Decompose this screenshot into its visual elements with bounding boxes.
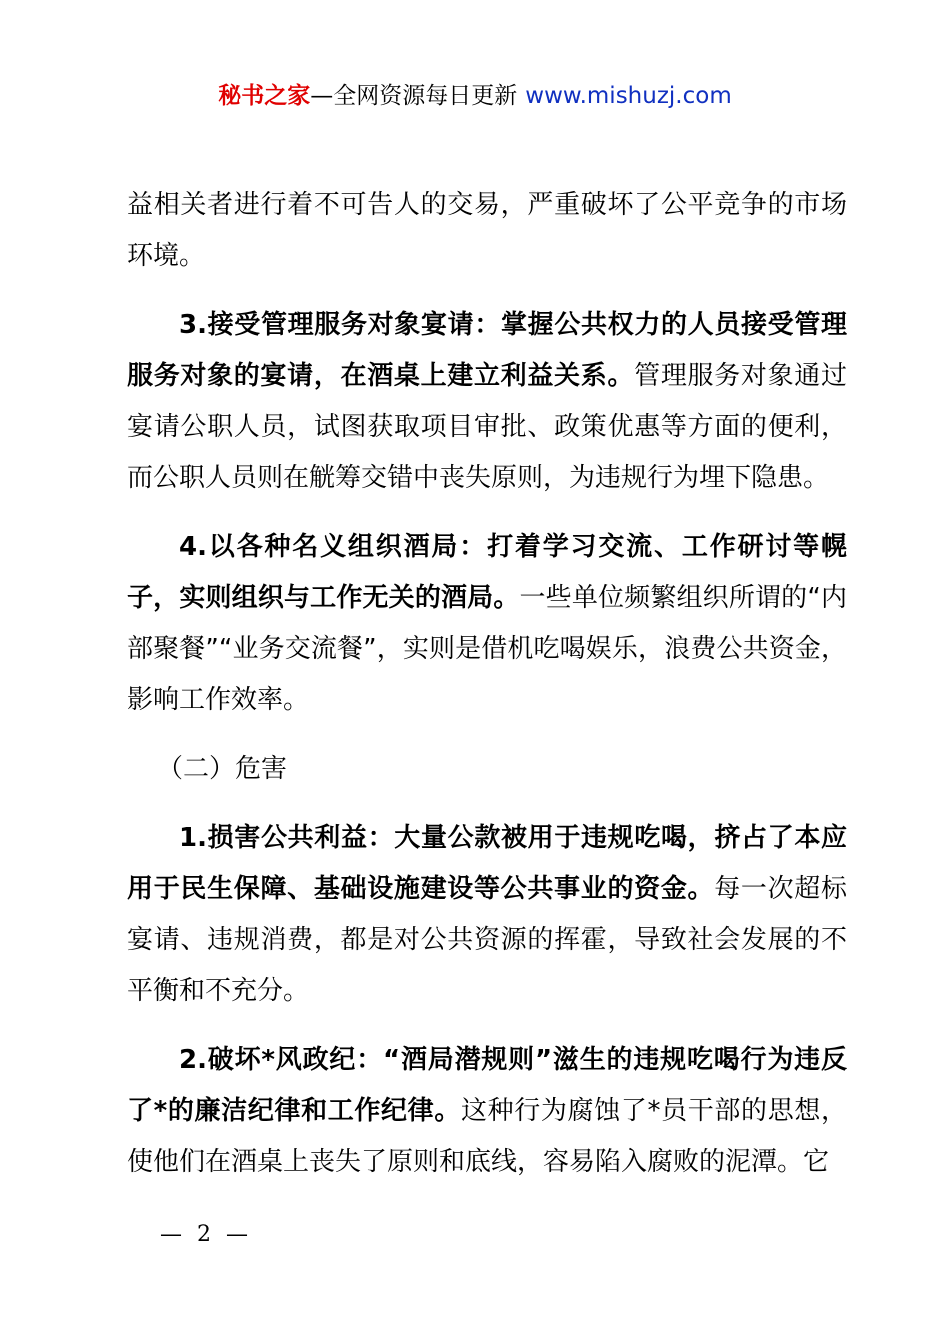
brand-name: 秘书之家 <box>218 83 311 109</box>
paragraph-lead: 3.接受管理服务对象宴请：掌握公共权力的人员接受管理服务对象的宴请，在酒桌上建立利益关系。 <box>127 310 847 391</box>
paragraph-item-3 <box>127 300 847 504</box>
paragraph-text: 管理服务对象通过宴请公职人员，试图获取项目审批、政策优惠等方面的便利，而公职人员则在觥筹交错中丧失原则，为违规行为埋下隐患。 <box>127 361 847 493</box>
page-number: — 2 — <box>160 1222 252 1247</box>
site-url-link[interactable]: www.mishuzj.com <box>525 83 732 109</box>
paragraph-harm-2 <box>127 1035 847 1188</box>
paragraph-lead: 4.以各种名义组织酒局：打着学习交流、工作研讨等幌子，实则组织与工作无关的酒局。 <box>127 532 847 613</box>
paragraph-item-4 <box>127 522 847 726</box>
paragraph-text: 益相关者进行着不可告人的交易，严重破坏了公平竞争的市场环境。 <box>127 190 847 271</box>
paragraph-text: 每一次超标宴请、违规消费，都是对公共资源的挥霍，导致社会发展的不平衡和不充分。 <box>127 874 847 1006</box>
site-banner <box>0 80 950 112</box>
paragraph-text: 一些单位频繁组织所谓的“内部聚餐”“业务交流餐”，实则是借机吃喝娱乐，浪费公共资金，影响工作效率。 <box>127 583 847 715</box>
banner-slogan: —全网资源每日更新 <box>310 83 518 109</box>
section-heading-text: （二）危害 <box>157 754 288 784</box>
section-heading <box>127 744 847 795</box>
paragraph-lead: 1.损害公共利益：大量公款被用于违规吃喝，挤占了本应用于民生保障、基础设施建设等公共事业的资金。 <box>127 823 847 904</box>
paragraph-lead: 2.破坏*风政纪：“酒局潜规则”滋生的违规吃喝行为违反了*的廉洁纪律和工作纪律。 <box>127 1045 847 1126</box>
document-body <box>127 180 847 1206</box>
paragraph-text: 这种行为腐蚀了*员干部的思想，使他们在酒桌上丧失了原则和底线，容易陷入腐败的泥潭。它 <box>127 1096 847 1177</box>
paragraph-continued <box>127 180 847 282</box>
paragraph-harm-1 <box>127 813 847 1017</box>
